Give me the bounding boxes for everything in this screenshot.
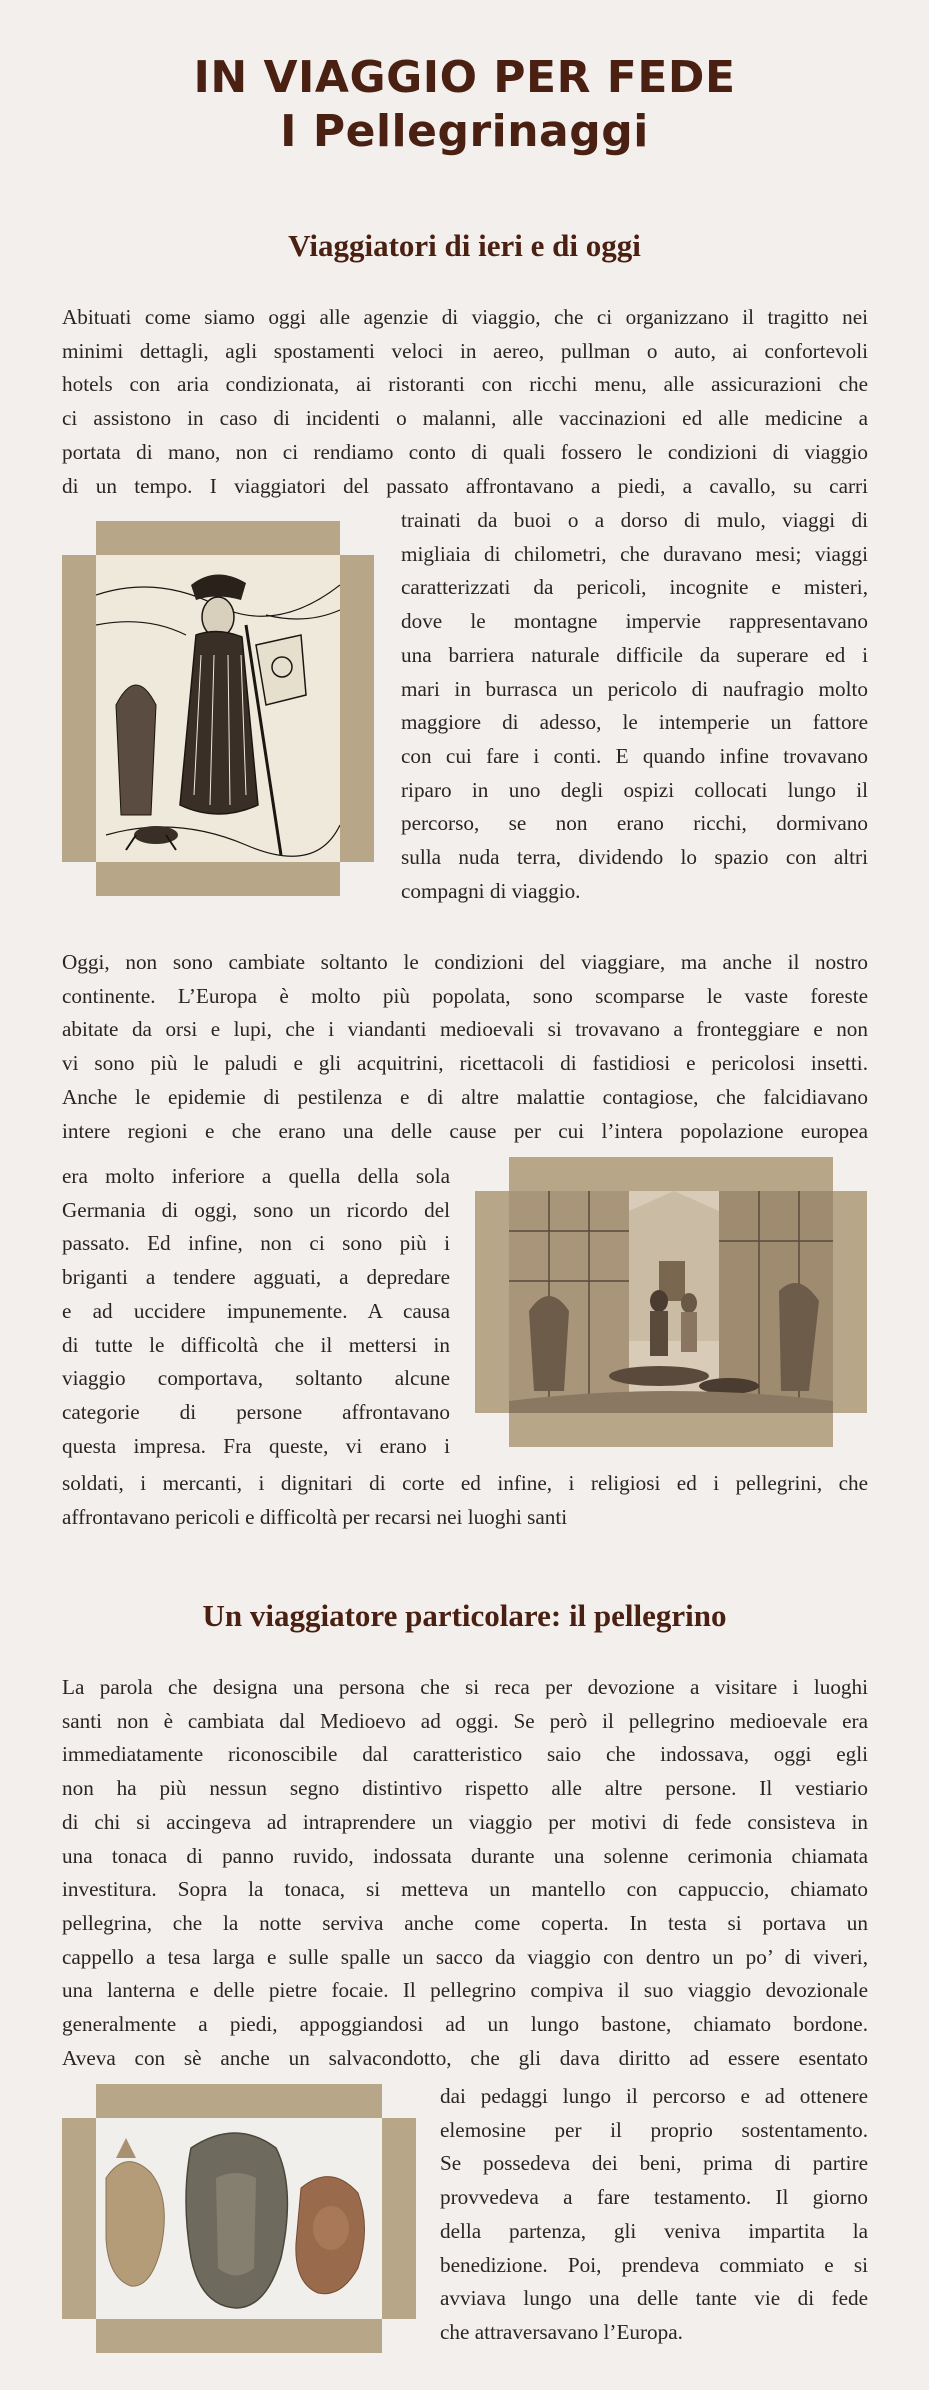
- text-line: investitura. Sopra la tonaca, si metteva un mantello con cappuccio, chiamato: [62, 1877, 868, 1902]
- text-line: soldati, i mercanti, i dignitari di corte ed infine, i religiosi ed i pellegrini, che: [62, 1471, 868, 1495]
- text-line: briganti a tendere agguati, a depredare: [62, 1265, 450, 1290]
- text-line: portata di mano, non ci rendiamo conto di quali fossero le condizioni di viaggio: [62, 439, 868, 464]
- text-line: dove le montagne impervie rappresentavano: [401, 609, 868, 634]
- text-line: era molto inferiore a quella della sola: [62, 1164, 450, 1188]
- text-line: continente. L’Europa è molto più popolata, sono scomparse le vaste foreste: [62, 983, 868, 1008]
- text-line: trainati da buoi o a dorso di mulo, viaggi di: [401, 508, 868, 532]
- main-subtitle: I Pellegrinaggi: [280, 106, 649, 157]
- text-line: abitate da orsi e lupi, che i viandanti medioevali si trovavano a fronteggiare e non: [62, 1017, 868, 1042]
- section-title-pilgrim: Un viaggiatore particolare: il pellegrino: [202, 1598, 727, 1633]
- text-line: riparo in uno degli ospizi collocati lungo il: [401, 777, 868, 802]
- text-line: generalmente a piedi, appoggiandosi ad un lungo bastone, chiamato bordone.: [62, 2012, 868, 2036]
- text-line: percorso, se non erano ricchi, dormivano: [401, 811, 868, 836]
- text-line: santi non è cambiata dal Medioevo ad oggi. Se però il pellegrino medioevale era: [62, 1708, 868, 1733]
- text-line: avviava lungo una delle tante vie di fede: [440, 2286, 868, 2311]
- main-title: IN VIAGGIO PER FEDE: [193, 52, 736, 103]
- text-line: di un tempo. I viaggiatori del passato affrontavano a piedi, a cavallo, su carri: [62, 473, 868, 498]
- text-line: Abituati come siamo oggi alle agenzie di viaggio, che ci organizzano il tragitto nei: [62, 305, 868, 329]
- text-line: elemosine per il proprio sostentamento.: [440, 2117, 868, 2142]
- woodcut-pilgrim-frame: [62, 521, 374, 896]
- text-line: di tutte le difficoltà che il mettersi in: [62, 1332, 450, 1357]
- text-line: maggiore di adesso, le intemperie un fattore: [401, 710, 868, 735]
- pilgrim-badges-frame: [62, 2084, 416, 2353]
- text-line: Germania di oggi, sono un ricordo del: [62, 1197, 450, 1222]
- text-line: e ad uccidere impunemente. A causa: [62, 1298, 450, 1323]
- text-line: benedizione. Poi, prendeva commiato e si: [440, 2252, 868, 2277]
- text-line: vi sono più le paludi e gli acquitrini, ricettacoli di fastidiosi e pericolosi insetti.: [62, 1051, 868, 1076]
- text-line: non ha più nessun segno distintivo rispetto alle altre persone. Il vestiario: [62, 1776, 868, 1801]
- text-line: una barriera naturale difficile da superare ed i: [401, 642, 868, 667]
- text-line: intere regioni e che erano una delle cause per cui l’intera popolazione europea: [62, 1118, 868, 1143]
- text-line: Anche le epidemie di pestilenza e di altre malattie contagiose, che falcidiavano: [62, 1084, 868, 1109]
- text-line: provvedeva a fare testamento. Il giorno: [440, 2185, 868, 2210]
- text-line: ci assistono in caso di incidenti o malanni, alle vaccinazioni ed alle medicine a: [62, 406, 868, 431]
- text-line: una tonaca di panno ruvido, indossata durante una solenne cerimonia chiamata: [62, 1843, 868, 1868]
- text-line: dai pedaggi lungo il percorso e ad ottenere: [440, 2084, 868, 2108]
- text-line: una lanterna e delle pietre focaie. Il pellegrino compiva il suo viaggio devozionale: [62, 1978, 868, 2003]
- text-line: migliaia di chilometri, che duravano mesi; viaggi: [401, 541, 868, 566]
- text-line: pellegrina, che la notte serviva anche come coperta. In testa si portava un: [62, 1910, 868, 1935]
- text-line: di chi si accingeva ad intraprendere un viaggio per motivi di fede consisteva in: [62, 1809, 868, 1834]
- text-line: sulla nuda terra, dividendo lo spazio con altri: [401, 845, 868, 869]
- text-line: affrontavano pericoli e difficoltà per recarsi nei luoghi santi: [62, 1504, 568, 1529]
- text-line: categorie di persone affrontavano: [62, 1399, 450, 1424]
- text-line: che attraversavano l’Europa.: [440, 2319, 683, 2344]
- text-line: Se possedeva dei beni, prima di partire: [440, 2151, 868, 2176]
- pilgrim-badges-image: [96, 2118, 382, 2319]
- text-line: hotels con aria condizionata, ai ristoranti con ricchi menu, alle assicurazioni che: [62, 372, 868, 397]
- text-line: con cui fare i conti. E quando infine trovavano: [401, 743, 868, 768]
- text-line: La parola che designa una persona che si reca per devozione a visitare i luoghi: [62, 1675, 868, 1699]
- text-line: Aveva con sè anche un salvacondotto, che gli dava diritto ad essere esentato: [62, 2045, 868, 2070]
- medieval-street-image: [509, 1191, 833, 1413]
- text-line: immediatamente riconoscibile dal caratteristico saio che indossava, oggi egli: [62, 1742, 868, 1767]
- text-line: della partenza, gli veniva impartita la: [440, 2218, 868, 2243]
- text-line: compagni di viaggio.: [401, 878, 581, 903]
- text-line: passato. Ed infine, non ci sono più i: [62, 1231, 450, 1256]
- text-line: Oggi, non sono cambiate soltanto le condizioni del viaggiare, ma anche il nostro: [62, 950, 868, 974]
- section-title-travelers: Viaggiatori di ieri e di oggi: [288, 228, 641, 263]
- medieval-street-frame: [475, 1157, 867, 1447]
- text-line: questa impresa. Fra queste, vi erano i: [62, 1433, 450, 1458]
- text-line: minimi dettagli, agli spostamenti veloci in aereo, pullman o auto, ai confortevoli: [62, 338, 868, 363]
- text-line: caratterizzati da pericoli, incognite e misteri,: [401, 575, 868, 600]
- text-line: viaggio comportava, soltanto alcune: [62, 1366, 450, 1391]
- text-line: cappello a tesa larga e sulle spalle un sacco da viaggio con dentro un po’ di viveri,: [62, 1944, 868, 1969]
- text-line: mari in burrasca un pericolo di naufragio molto: [401, 676, 868, 701]
- woodcut-pilgrim-image: [96, 555, 340, 862]
